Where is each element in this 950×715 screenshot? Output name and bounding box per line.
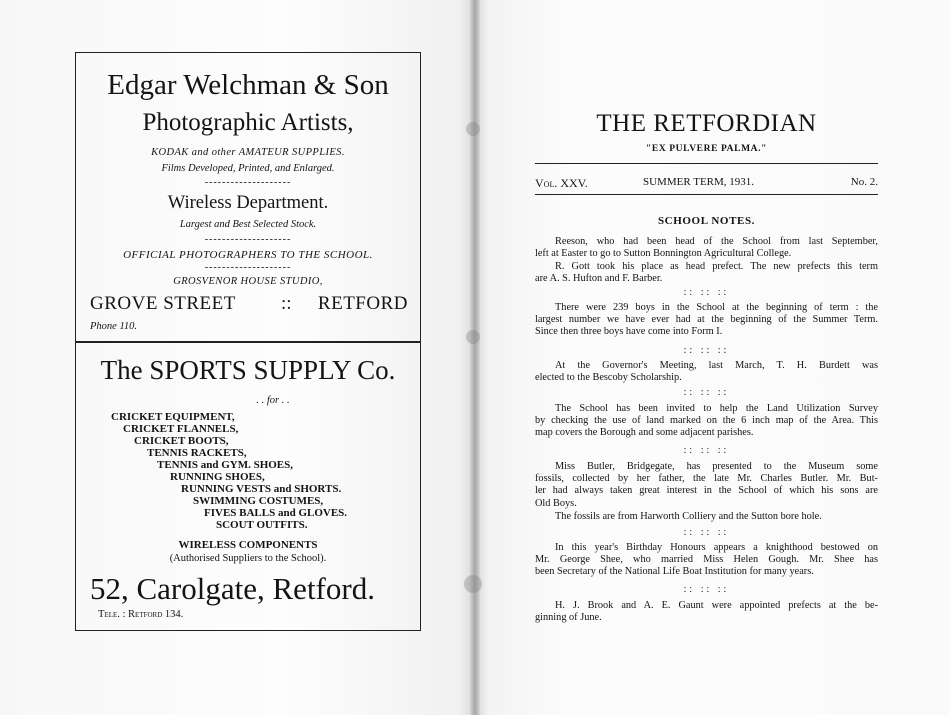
- advert-headline: Photographic Artists,: [142, 109, 354, 136]
- sports-supply-advert: [75, 342, 421, 631]
- note-separator: :: :: ::: [683, 345, 730, 356]
- header-rule: [535, 163, 878, 164]
- advert-for: . . for . .: [256, 395, 290, 406]
- advert-line: Films Developed, Printed, and Enlarged.: [161, 163, 335, 174]
- advert-item: SCOUT OUTFITS.: [216, 519, 308, 531]
- advert-street: GROVE STREET: [90, 293, 236, 314]
- advert-item: CRICKET BOOTS,: [134, 435, 229, 447]
- binding-hole: [466, 122, 480, 136]
- note-separator: :: :: ::: [683, 584, 730, 595]
- binding-hole: [466, 330, 480, 344]
- advert-item: FIVES BALLS and GLOVES.: [204, 507, 348, 519]
- note-paragraph: [535, 261, 878, 285]
- note-line: Reeson, who had been head of the School from last September,: [555, 236, 878, 247]
- advert-town: RETFORD: [317, 293, 408, 314]
- note-paragraph: [535, 403, 878, 440]
- note-line: At the Governor's Meeting, last March, T. H. Burdett was: [555, 360, 878, 371]
- section-title: SCHOOL NOTES.: [657, 215, 756, 227]
- note-separator: :: :: ::: [683, 527, 730, 538]
- note-line: fossils, collected by her father, the late Mr. Charles Butler. Mr. But-: [535, 473, 878, 485]
- note-paragraph: [535, 600, 878, 624]
- note-paragraph: [535, 542, 878, 579]
- note-line: largest number we have ever had at the beginning of the Summer Term.: [535, 314, 878, 326]
- advert-line: GROSVENOR HOUSE STUDIO,: [173, 276, 323, 287]
- note-line: There were 239 boys in the School at the beginning of term : the: [555, 302, 878, 313]
- note-separator: :: :: ::: [683, 287, 730, 298]
- advert-business-name: Edgar Welchman & Son: [107, 69, 389, 101]
- magazine-title: THE RETFORDIAN: [596, 110, 817, 137]
- advert-line: OFFICIAL PHOTOGRAPHERS TO THE SCHOOL.: [123, 249, 373, 261]
- note-line: H. J. Brook and A. E. Gaunt were appointed prefects at the be-: [555, 600, 878, 611]
- magazine-motto: "EX PULVERE PALMA.": [646, 144, 767, 154]
- advert-divider: --------------------: [204, 234, 292, 245]
- note-line: by checking the use of land marked on the 6 inch map of the Area. This: [535, 415, 878, 427]
- advert-item: CRICKET FLANNELS,: [123, 423, 239, 435]
- book-gutter: [470, 0, 480, 715]
- note-paragraph: [535, 236, 878, 260]
- advert-item: TENNIS RACKETS,: [147, 447, 247, 459]
- note-line: In this year's Birthday Honours appears a knighthood bestowed on: [555, 542, 878, 553]
- note-line: Old Boys.: [535, 497, 577, 509]
- term-label: SUMMER TERM, 1931.: [643, 176, 755, 188]
- header-rule: [535, 194, 878, 195]
- advert-separator: ::: [281, 293, 292, 314]
- advert-phone: Phone 110.: [90, 321, 138, 332]
- note-line: left at Easter to go to Sutton Bonnington Agricultural College.: [535, 248, 792, 260]
- advert-line: KODAK and other AMATEUR SUPPLIES.: [151, 147, 345, 158]
- note-line: The School has been invited to help the Land Utilization Survey: [555, 403, 878, 414]
- note-line: are A. S. Hufton and F. Barber.: [535, 273, 663, 285]
- note-paragraph: [535, 511, 878, 523]
- note-line: Mr. George Shee, who married Miss Helen Gough. Mr. Shee has: [535, 554, 878, 566]
- note-paragraph: [535, 461, 878, 510]
- note-line: ler had always taken great interest in the School of which his sons are: [535, 485, 878, 497]
- volume-number: Vol. XXV.: [535, 176, 588, 190]
- note-line: elected to the Bescoby Scholarship.: [535, 372, 682, 384]
- issue-number: No. 2.: [850, 176, 878, 188]
- advert-item: CRICKET EQUIPMENT,: [111, 411, 235, 423]
- binding-hole: [464, 575, 482, 593]
- note-separator: :: :: ::: [683, 445, 730, 456]
- advert-line: (Authorised Suppliers to the School).: [169, 553, 327, 564]
- advert-subheading: Wireless Department.: [167, 193, 329, 213]
- advert-divider: --------------------: [204, 262, 292, 273]
- note-line: map covers the Borough and some adjacent parishes.: [535, 427, 754, 439]
- note-line: Since then three boys have come into Form I.: [535, 326, 723, 338]
- advert-business-name: The SPORTS SUPPLY Co.: [100, 355, 396, 385]
- advert-line: Largest and Best Selected Stock.: [179, 219, 317, 230]
- note-paragraph: [535, 302, 878, 339]
- advert-address: 52, Carolgate, Retford.: [90, 571, 375, 606]
- welchman-advert: [75, 52, 421, 342]
- note-line: The fossils are from Harworth Colliery and the Sutton bore hole.: [555, 511, 822, 522]
- advert-telephone: Tele. : Retford 134.: [98, 609, 184, 620]
- note-line: ginning of June.: [535, 612, 602, 624]
- advert-item: RUNNING VESTS and SHORTS.: [181, 483, 342, 495]
- advert-item: TENNIS and GYM. SHOES,: [157, 459, 294, 471]
- advert-divider: --------------------: [204, 177, 292, 188]
- advert-item: RUNNING SHOES,: [170, 471, 265, 483]
- note-paragraph: [535, 360, 878, 384]
- note-line: been Secretary of the National Life Boat Institution for many years.: [535, 566, 814, 578]
- advert-item: SWIMMING COSTUMES,: [193, 495, 324, 507]
- advert-subheading: WIRELESS COMPONENTS: [178, 539, 318, 551]
- note-line: Miss Butler, Bridgegate, has presented to the Museum some: [555, 461, 878, 472]
- note-separator: :: :: ::: [683, 387, 730, 398]
- note-line: R. Gott took his place as head prefect. The new prefects this term: [555, 261, 878, 272]
